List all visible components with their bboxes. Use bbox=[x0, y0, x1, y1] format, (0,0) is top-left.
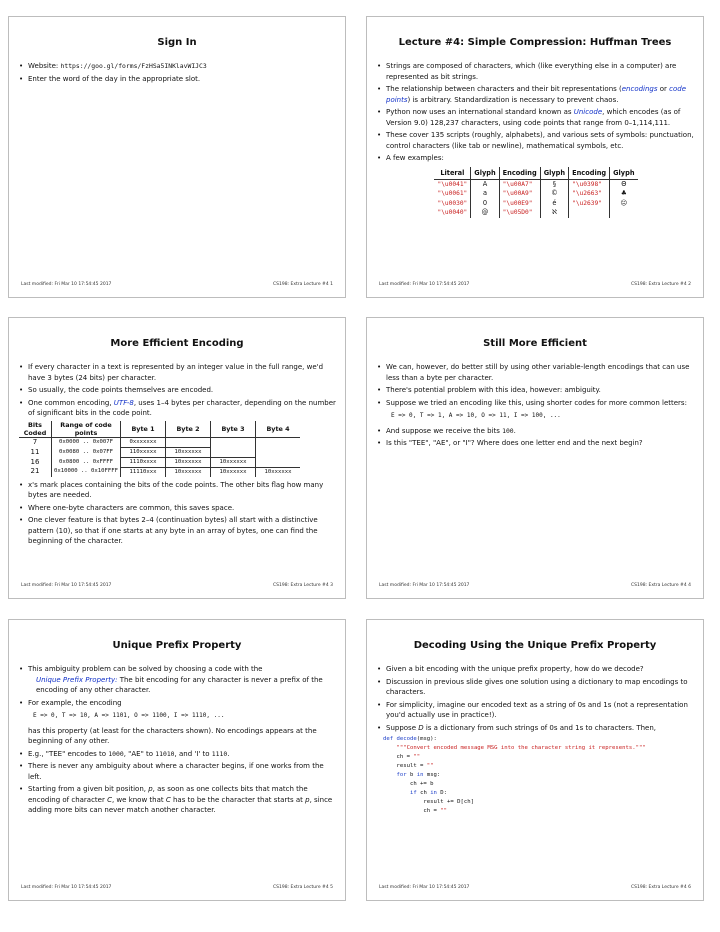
bullet: • A few examples: bbox=[377, 153, 695, 164]
bullet: • One clever feature is that bytes 2–4 (continuation bytes) all start with a distinctive pattern (10), so that if one starts at any byte in an array of bytes, one can find the beginning of the character. bbox=[19, 515, 337, 547]
bullet: • Python now uses an international standard known as Unicode, which encodes (as of Version 9.0) 128,237 characters, using code points that range from 0–1,114,111. bbox=[377, 107, 695, 128]
table-row: "\u0040" @ "\u05D0" ℵ bbox=[434, 208, 637, 217]
term-utf8: UTF-8 bbox=[113, 398, 134, 407]
slide-sign-in bbox=[8, 16, 346, 298]
slide-body bbox=[377, 61, 695, 218]
page-number: 6 bbox=[688, 885, 691, 890]
bullet: • Is this "TEE", "AE", or "I"? Where does one letter end and the next begin? bbox=[377, 438, 695, 449]
bullet: • E.g., "TEE" encodes to 1000, "AE" to 11010, and 'I' to 1110. bbox=[19, 749, 337, 760]
table-header: Byte 1 bbox=[121, 421, 166, 438]
slide-huffman-intro: Lecture #4: Simple Compression: Huffman Trees • Strings are composed of characters, which (like everything else in a computer) are represented as bit strings. • The relationship between characters and their bit representations (encodings or code points) is arbitrary. Standardization is necessary to prevent chaos. • Python now uses an international standard known as Unicode, which encodes (as of Version 9.0) 128,237 characters, using code points that range from 0–1,114,111. • These cover 135 scripts (roughly, alphabets), and various sets of symbols: punctuation, control characters (like tab or newline), mathematical symbols, etc. • A few examples: Literal Glyph Encoding Glyph Encoding Glyph "\u0041" A "\u00A7" § "\u0398" Θ "\u0061" a "\u00A9" © "\u2663" ♣ "\u0030" 0 "\u00E9" é "\u2639" ☹ "\u0040" @ "\u05D0" ℵ Last modified: Fri Mar 10 17:54:45 2017 CS198: Extra Lecture #4 2 bbox=[366, 16, 704, 298]
bullet: • Given a bit encoding with the unique prefix property, how do we decode? bbox=[377, 664, 695, 675]
python-code: def decode(msg): """Convert encoded message MSG into the character string it represents.""" ch = "" result = "" for b in msg: ch += b if ch in D: result += D[ch] ch = "" bbox=[383, 736, 646, 814]
bullet: • There's potential problem with this idea, however: ambiguity. bbox=[377, 385, 695, 396]
term-code-points: code points bbox=[386, 85, 687, 104]
page-number: 2 bbox=[688, 282, 691, 287]
bullet: • There is never any ambiguity about where a character begins, if one works from the left. bbox=[19, 761, 337, 782]
bullet bbox=[19, 61, 337, 72]
bullet: • This ambiguity problem can be solved by choosing a code with the Unique Prefix Property: The bit encoding for any character is never a prefix of the encoding of any other character. bbox=[19, 664, 337, 696]
slide-title: Unique Prefix Property bbox=[112, 640, 242, 651]
bullet: • Enter the word of the day in the appropriate slot. bbox=[19, 74, 337, 85]
page-number: 5 bbox=[330, 885, 333, 890]
bullet: • We can, however, do better still by using other variable-length encodings that can use less than a byte per character. bbox=[377, 362, 695, 383]
slide-title: Lecture #4: Simple Compression: Huffman Trees bbox=[398, 37, 672, 48]
term-unique-prefix: Unique Prefix Property: bbox=[36, 675, 118, 684]
slide-title: Decoding Using the Unique Prefix Property bbox=[413, 640, 657, 651]
table-header: Byte 2 bbox=[166, 421, 211, 438]
footer-modified: Last modified: Fri Mar 10 17:54:45 2017 bbox=[21, 282, 112, 287]
footer-course: CS198: Extra Lecture #4 1 bbox=[272, 282, 333, 287]
definition: Unique Prefix Property: The bit encoding for any character is never a prefix of the encoding of any other character. bbox=[36, 675, 323, 694]
website-link[interactable]: https://goo.gl/forms/FzHSa5INKlavWIJC3 bbox=[60, 62, 207, 70]
bullet: • x's mark places containing the bits of the code points. The other bits flag how many bytes are needed. bbox=[19, 480, 337, 501]
table-row: 11 0x0080 .. 0x07FF 110xxxxx 10xxxxxx bbox=[19, 447, 300, 457]
code-example: E => 0, T => 10, A => 1101, O => 1100, I => 1110, ... bbox=[33, 712, 225, 719]
slide-body bbox=[377, 664, 695, 816]
table-header: Encoding bbox=[499, 167, 540, 180]
unicode-examples-table bbox=[434, 167, 637, 218]
table-header: Encoding bbox=[569, 167, 610, 180]
slide-unique-prefix: Unique Prefix Property • This ambiguity problem can be solved by choosing a code with the Unique Prefix Property: The bit encoding for any character is never a prefix of the encoding of any other character. • For example, the encoding E => 0, T => 10, A => 1101, O => 1100, I => 1110, ... has this property (at least for the characters shown). No encodings appears at the beginning of any other. • E.g., "TEE" encodes to 1000, "AE" to 11010, and 'I' to 1110. • There is never any ambiguity about where a character begins, if one works from the left. • Starting from a given bit position, p, as soon as one collects bits that match the encoding of character C, we know that C has to be the character that starts at p, since adding more bits can never match another character. Last modified: Fri Mar 10 17:54:45 2017 CS198: Extra Lecture #4 5 bbox=[8, 619, 346, 901]
table-header: Glyph bbox=[471, 167, 499, 180]
bullet: • So usually, the code points themselves are encoded. bbox=[19, 385, 337, 396]
bullet: • The relationship between characters and their bit representations (encodings or code points) is arbitrary. Standardization is necessary to prevent chaos. bbox=[377, 84, 695, 105]
slide-title: Still More Efficient bbox=[483, 338, 587, 349]
term-unicode: Unicode bbox=[573, 108, 603, 116]
slide-title: More Efficient Encoding bbox=[110, 338, 244, 349]
page-number: 1 bbox=[330, 282, 333, 287]
slide-body bbox=[19, 61, 337, 86]
table-header: Range of code points bbox=[52, 421, 121, 438]
table-row: "\u0030" 0 "\u00E9" é "\u2639" ☹ bbox=[434, 199, 637, 208]
slide-still-more-efficient: Still More Efficient • We can, however, do better still by using other variable-length encodings that can use less than a byte per character. • There's potential problem with this idea, however: ambiguity. • Suppose we tried an encoding like this, using shorter codes for more common letters: E => 0, T => 1, A => 10, O => 11, I => 100, ... • And suppose we receive the bits 100. • Is this "TEE", "AE", or "I"? Where does one letter end and the next begin? Last modified: Fri Mar 10 17:54:45 2017 CS198: Extra Lecture #4 4 bbox=[366, 317, 704, 599]
utf8-table bbox=[19, 421, 300, 477]
slide-body bbox=[377, 362, 695, 451]
table-header: Literal bbox=[434, 167, 470, 180]
slide-body bbox=[19, 664, 337, 818]
bullet: • If every character in a text is represented by an integer value in the full range, we'd have 3 bytes (24 bits) per character. bbox=[19, 362, 337, 383]
slide-more-efficient-encoding: More Efficient Encoding • If every character in a text is represented by an integer value in the full range, we'd have 3 bytes (24 bits) per character. • So usually, the code points themselves are encoded. • One common encoding, UTF-8, uses 1–4 bytes per character, depending on the number of significant bits in the code point. Bits Coded Range of code points Byte 1 Byte 2 Byte 3 Byte 4 7 0x0000 .. 0x007F 0xxxxxxx 11 0x0080 .. 0x07FF 110xxxxx 10xxxxxx 16 0x0800 .. 0xFFFF 1110xxxx 10xxxxxx 10xxxxxx 21 0x10000 .. 0x10FFFF 11110xxx 10xxxxxx 10xxxxxx 10xxxxxx • x's mark places containing the bits of the code points. The other bits flag how many bytes are needed. • Where one-byte characters are common, this saves space. • One clever feature is that bytes 2–4 (continuation bytes) all start with a distinctive pattern (10), so that if one starts at any byte in an array of bytes, one can find the beginning of the character. Last modified: Fri Mar 10 17:54:45 2017 CS198: Extra Lecture #4 3 bbox=[8, 317, 346, 599]
slide-body bbox=[19, 362, 337, 549]
bullet: • Strings are composed of characters, which (like everything else in a computer) are represented as bit strings. bbox=[377, 61, 695, 82]
table-row: 21 0x10000 .. 0x10FFFF 11110xxx 10xxxxxx 10xxxxxx 10xxxxxx bbox=[19, 467, 300, 477]
slide-title: Sign In bbox=[157, 37, 197, 48]
paragraph: has this property (at least for the characters shown). No encodings appears at the beginning of any other. bbox=[28, 726, 317, 745]
code-example: E => 0, T => 1, A => 10, O => 11, I => 100, ... bbox=[391, 412, 561, 419]
table-row: "\u0061" a "\u00A9" © "\u2663" ♣ bbox=[434, 189, 637, 198]
table-header: Glyph bbox=[540, 167, 568, 180]
bullet: • Where one-byte characters are common, this saves space. bbox=[19, 503, 337, 514]
table-header: Bits Coded bbox=[19, 421, 52, 438]
table-row: 7 0x0000 .. 0x007F 0xxxxxxx bbox=[19, 437, 300, 447]
bullet: • Suppose we tried an encoding like this, using shorter codes for more common letters: bbox=[377, 398, 695, 409]
bullet: • These cover 135 scripts (roughly, alphabets), and various sets of symbols: punctuation, control characters (like tab or newline), mathematical symbols, etc. bbox=[377, 130, 695, 151]
table-header: Glyph bbox=[610, 167, 638, 180]
page-number: 3 bbox=[330, 583, 333, 588]
page-number: 4 bbox=[688, 583, 691, 588]
term-encodings: encodings bbox=[621, 85, 658, 93]
table-row: 16 0x0800 .. 0xFFFF 1110xxxx 10xxxxxx 10xxxxxx bbox=[19, 457, 300, 467]
bullet: • One common encoding, UTF-8, uses 1–4 bytes per character, depending on the number of significant bits in the code point. bbox=[19, 398, 337, 419]
table-header: Byte 4 bbox=[256, 421, 301, 438]
bullet: • For simplicity, imagine our encoded text as a string of 0s and 1s (not a representation you'd actually use in practice!). bbox=[377, 700, 695, 721]
table-header: Byte 3 bbox=[211, 421, 256, 438]
bullet: • Suppose D is a dictionary from such strings of 0s and 1s to characters. Then, bbox=[377, 723, 695, 734]
bullet: • Starting from a given bit position, p, as soon as one collects bits that match the encoding of character C, we know that C has to be the character that starts at p, since adding more bits can never match another character. bbox=[19, 784, 337, 816]
bullet: • For example, the encoding bbox=[19, 698, 337, 709]
bullet: • And suppose we receive the bits 100. bbox=[377, 426, 695, 437]
website-label: Website: bbox=[28, 62, 59, 70]
slide-decoding: Decoding Using the Unique Prefix Property • Given a bit encoding with the unique prefix property, how do we decode? • Discussion in previous slide gives one solution using a dictionary to map encodings to characters. • For simplicity, imagine our encoded text as a string of 0s and 1s (not a representation you'd actually use in practice!). • Suppose D is a dictionary from such strings of 0s and 1s to characters. Then, def decode(msg): """Convert encoded message MSG into the character string it represents.""" ch = "" result = "" for b in msg: ch += b if ch in D: result += D[ch] ch = "" Last modified: Fri Mar 10 17:54:45 2017 CS198: Extra Lecture #4 6 bbox=[366, 619, 704, 901]
bullet: • Discussion in previous slide gives one solution using a dictionary to map encodings to characters. bbox=[377, 677, 695, 698]
table-row: "\u0041" A "\u00A7" § "\u0398" Θ bbox=[434, 180, 637, 190]
